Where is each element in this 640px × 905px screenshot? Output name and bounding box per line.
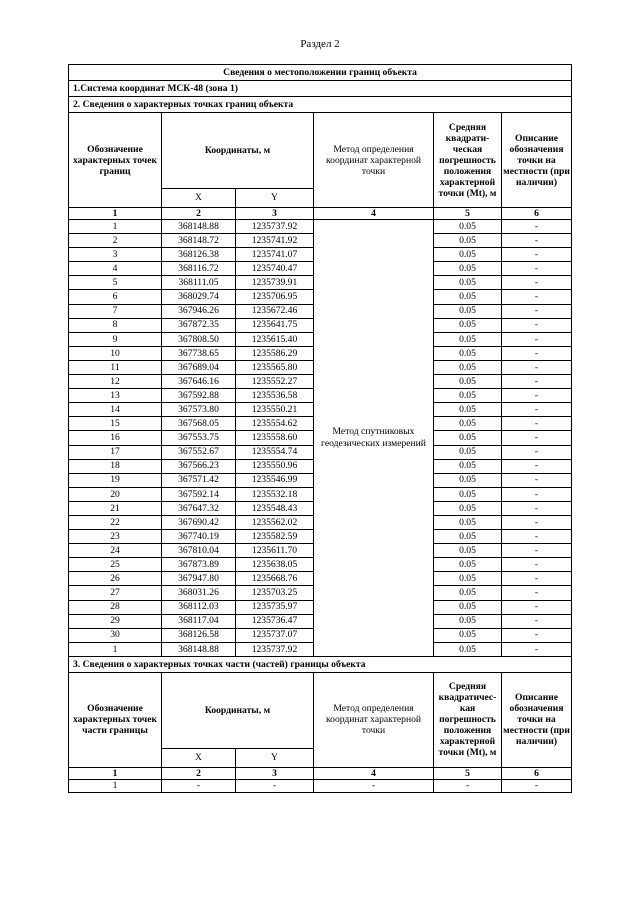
header-designation-part: Обозначение характерных точек части границы	[69, 672, 162, 767]
point-id: 14	[69, 403, 162, 417]
header-coords: Координаты, м	[162, 113, 314, 189]
coord-y: 1235737.92	[236, 642, 314, 656]
header-description-part: Описание обозначения точки на местности (при наличии)	[502, 672, 572, 767]
coord-y: 1235740.47	[236, 262, 314, 276]
description-value: -	[502, 530, 572, 544]
column-number: 1	[69, 767, 162, 779]
description-value: -	[502, 544, 572, 558]
coord-y: 1235558.60	[236, 431, 314, 445]
error-value: 0.05	[434, 459, 502, 473]
description-value: -	[502, 628, 572, 642]
error-value: 0.05	[434, 248, 502, 262]
coord-x: 368111.05	[162, 276, 236, 290]
point-id: 21	[69, 501, 162, 515]
coord-y: 1235586.29	[236, 346, 314, 360]
description-value: -	[502, 375, 572, 389]
coord-x: 368029.74	[162, 290, 236, 304]
description-value: -	[502, 558, 572, 572]
coord-x: 367553.75	[162, 431, 236, 445]
coord-x: 367946.26	[162, 304, 236, 318]
point-id: 10	[69, 346, 162, 360]
header-error-part: Средняя квадратичес-кая погрешность положения характерной точки (Mt), м	[434, 672, 502, 767]
coord-y: 1235739.91	[236, 276, 314, 290]
header-x: X	[162, 189, 236, 208]
header-error: Средняя квадрати-ческая погрешность положения характерной точки (Mt), м	[434, 113, 502, 208]
header-designation: Обозначение характерных точек границ	[69, 113, 162, 208]
description-value: -	[502, 248, 572, 262]
point-id: 6	[69, 290, 162, 304]
point-id: 29	[69, 614, 162, 628]
description-value: -	[502, 431, 572, 445]
coordinate-system: 1.Система координат МСК-48 (зона 1)	[69, 81, 572, 97]
header-coords-part: Координаты, м	[162, 672, 314, 748]
point-id: 7	[69, 304, 162, 318]
header-method-part: Метод определения координат характерной точки	[314, 672, 434, 767]
error-value: 0.05	[434, 304, 502, 318]
point-id: 5	[69, 276, 162, 290]
coord-y: 1235565.80	[236, 360, 314, 374]
coord-x: 367566.23	[162, 459, 236, 473]
error-value: 0.05	[434, 403, 502, 417]
coord-y: 1235706.95	[236, 290, 314, 304]
point-id: 8	[69, 318, 162, 332]
table-row	[69, 779, 572, 792]
error-value: 0.05	[434, 375, 502, 389]
coord-x: 367689.04	[162, 360, 236, 374]
part-cell: 1	[69, 779, 162, 792]
error-value: 0.05	[434, 276, 502, 290]
coord-x: 368148.88	[162, 642, 236, 656]
coord-x: 368126.58	[162, 628, 236, 642]
point-id: 11	[69, 360, 162, 374]
coord-x: 367810.04	[162, 544, 236, 558]
description-value: -	[502, 642, 572, 656]
error-value: 0.05	[434, 558, 502, 572]
coord-y: 1235548.43	[236, 501, 314, 515]
coord-y: 1235668.76	[236, 572, 314, 586]
coord-x: 367592.14	[162, 487, 236, 501]
description-value: -	[502, 220, 572, 234]
section3-title: 3. Сведения о характерных точках части (частей) границы объекта	[69, 656, 572, 672]
point-id: 20	[69, 487, 162, 501]
error-value: 0.05	[434, 220, 502, 234]
error-value: 0.05	[434, 346, 502, 360]
section2-title: 2. Сведения о характерных точках границ объекта	[69, 97, 572, 113]
error-value: 0.05	[434, 445, 502, 459]
error-value: 0.05	[434, 614, 502, 628]
error-value: 0.05	[434, 515, 502, 529]
error-value: 0.05	[434, 586, 502, 600]
point-id: 16	[69, 431, 162, 445]
point-id: 24	[69, 544, 162, 558]
description-value: -	[502, 417, 572, 431]
description-value: -	[502, 445, 572, 459]
page-title: Раздел 2	[300, 38, 340, 50]
coord-x: 367646.16	[162, 375, 236, 389]
coord-x: 367740.19	[162, 530, 236, 544]
part-cell: -	[314, 779, 434, 792]
coord-y: 1235532.18	[236, 487, 314, 501]
description-value: -	[502, 487, 572, 501]
part-cell: -	[236, 779, 314, 792]
column-number: 3	[236, 767, 314, 779]
error-value: 0.05	[434, 431, 502, 445]
error-value: 0.05	[434, 473, 502, 487]
coord-y: 1235735.97	[236, 600, 314, 614]
coord-y: 1235638.05	[236, 558, 314, 572]
description-value: -	[502, 234, 572, 248]
coord-x: 367647.32	[162, 501, 236, 515]
coord-y: 1235741.07	[236, 248, 314, 262]
coord-x: 368148.88	[162, 220, 236, 234]
description-value: -	[502, 600, 572, 614]
column-number: 2	[162, 767, 236, 779]
coord-y: 1235615.40	[236, 332, 314, 346]
coord-x: 367872.35	[162, 318, 236, 332]
coord-y: 1235550.21	[236, 403, 314, 417]
error-value: 0.05	[434, 544, 502, 558]
error-value: 0.05	[434, 234, 502, 248]
point-id: 9	[69, 332, 162, 346]
coord-x: 367873.89	[162, 558, 236, 572]
description-value: -	[502, 276, 572, 290]
coord-y: 1235672.46	[236, 304, 314, 318]
coord-y: 1235741.92	[236, 234, 314, 248]
point-id: 3	[69, 248, 162, 262]
description-value: -	[502, 501, 572, 515]
coord-y: 1235552.27	[236, 375, 314, 389]
coord-y: 1235582.59	[236, 530, 314, 544]
description-value: -	[502, 586, 572, 600]
header-description: Описание обозначения точки на местности (при наличии)	[502, 113, 572, 208]
coord-x: 367808.50	[162, 332, 236, 346]
coord-x: 367573.80	[162, 403, 236, 417]
point-id: 26	[69, 572, 162, 586]
point-id: 22	[69, 515, 162, 529]
column-number: 4	[314, 208, 434, 220]
point-id: 28	[69, 600, 162, 614]
coord-y: 1235737.92	[236, 220, 314, 234]
header-x-part: X	[162, 748, 236, 767]
point-id: 12	[69, 375, 162, 389]
description-value: -	[502, 403, 572, 417]
description-value: -	[502, 346, 572, 360]
part-cell: -	[434, 779, 502, 792]
error-value: 0.05	[434, 417, 502, 431]
header-method: Метод определения координат характерной точки	[314, 113, 434, 208]
point-id: 1	[69, 642, 162, 656]
description-value: -	[502, 515, 572, 529]
point-id: 30	[69, 628, 162, 642]
coord-y: 1235562.02	[236, 515, 314, 529]
description-value: -	[502, 459, 572, 473]
description-value: -	[502, 614, 572, 628]
point-id: 18	[69, 459, 162, 473]
error-value: 0.05	[434, 389, 502, 403]
coord-x: 367690.42	[162, 515, 236, 529]
description-value: -	[502, 332, 572, 346]
coord-y: 1235736.47	[236, 614, 314, 628]
coord-y: 1235703.25	[236, 586, 314, 600]
part-cell: -	[502, 779, 572, 792]
point-id: 4	[69, 262, 162, 276]
description-value: -	[502, 473, 572, 487]
column-number: 1	[69, 208, 162, 220]
point-id: 1	[69, 220, 162, 234]
coord-x: 367552.67	[162, 445, 236, 459]
point-id: 13	[69, 389, 162, 403]
error-value: 0.05	[434, 530, 502, 544]
error-value: 0.05	[434, 332, 502, 346]
object-heading: Сведения о местоположении границ объекта	[69, 65, 572, 81]
coord-x: 367592.88	[162, 389, 236, 403]
boundary-table	[68, 64, 572, 793]
coord-x: 368112.03	[162, 600, 236, 614]
coord-y: 1235546.99	[236, 473, 314, 487]
point-id: 17	[69, 445, 162, 459]
coord-y: 1235737.07	[236, 628, 314, 642]
method-cell: Метод спутниковых геодезических измерений	[314, 220, 434, 657]
point-id: 27	[69, 586, 162, 600]
description-value: -	[502, 360, 572, 374]
column-number: 4	[314, 767, 434, 779]
error-value: 0.05	[434, 487, 502, 501]
error-value: 0.05	[434, 642, 502, 656]
header-y: Y	[236, 189, 314, 208]
column-number: 2	[162, 208, 236, 220]
coord-x: 368116.72	[162, 262, 236, 276]
coord-x: 367571.42	[162, 473, 236, 487]
point-id: 2	[69, 234, 162, 248]
coord-y: 1235554.74	[236, 445, 314, 459]
coord-y: 1235641.75	[236, 318, 314, 332]
coord-y: 1235536.58	[236, 389, 314, 403]
coord-x: 367947.80	[162, 572, 236, 586]
coord-y: 1235611.70	[236, 544, 314, 558]
point-id: 25	[69, 558, 162, 572]
description-value: -	[502, 262, 572, 276]
point-id: 23	[69, 530, 162, 544]
description-value: -	[502, 304, 572, 318]
error-value: 0.05	[434, 290, 502, 304]
error-value: 0.05	[434, 600, 502, 614]
column-number: 6	[502, 208, 572, 220]
column-number: 5	[434, 208, 502, 220]
point-id: 19	[69, 473, 162, 487]
description-value: -	[502, 389, 572, 403]
coord-x: 368126.38	[162, 248, 236, 262]
coord-x: 367568.05	[162, 417, 236, 431]
description-value: -	[502, 318, 572, 332]
error-value: 0.05	[434, 360, 502, 374]
error-value: 0.05	[434, 318, 502, 332]
coord-x: 367738.65	[162, 346, 236, 360]
error-value: 0.05	[434, 628, 502, 642]
error-value: 0.05	[434, 501, 502, 515]
column-number: 5	[434, 767, 502, 779]
coord-y: 1235554.62	[236, 417, 314, 431]
part-cell: -	[162, 779, 236, 792]
coord-x: 368031.26	[162, 586, 236, 600]
description-value: -	[502, 572, 572, 586]
point-id: 15	[69, 417, 162, 431]
error-value: 0.05	[434, 262, 502, 276]
column-number: 3	[236, 208, 314, 220]
table-row	[69, 220, 572, 234]
error-value: 0.05	[434, 572, 502, 586]
coord-y: 1235550.96	[236, 459, 314, 473]
coord-x: 368117.04	[162, 614, 236, 628]
description-value: -	[502, 290, 572, 304]
header-y-part: Y	[236, 748, 314, 767]
coord-x: 368148.72	[162, 234, 236, 248]
column-number: 6	[502, 767, 572, 779]
